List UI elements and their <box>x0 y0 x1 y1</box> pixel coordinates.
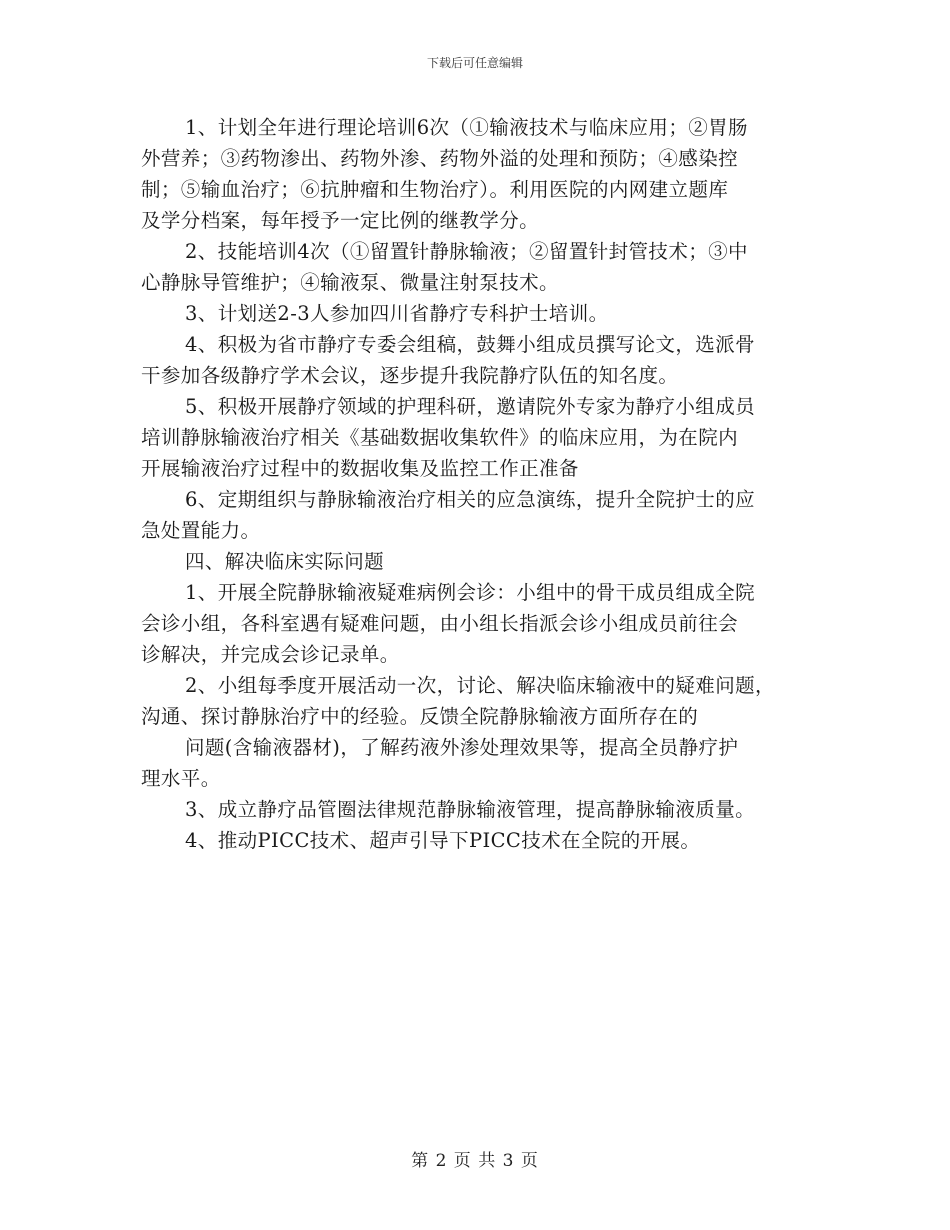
text-line: 5、积极开展静疗领域的护理科研，邀请院外专家为静疗小组成员 <box>185 395 756 418</box>
page-number: 第 2 页 共 3 页 <box>411 1151 539 1171</box>
document-body <box>141 112 811 856</box>
text-line: 开展输液治疗过程中的数据收集及监控工作正准备 <box>141 457 579 480</box>
text-line: 1、开展全院静脉输液疑难病例会诊：小组中的骨干成员组成全院 <box>185 581 756 604</box>
text-line: 3、成立静疗品管圈法律规范静脉输液管理，提高静脉输液质量。 <box>185 798 756 821</box>
text-line: 制；⑤输血治疗；⑥抗肿瘤和生物治疗）。利用医院的内网建立题库 <box>141 178 729 201</box>
page-header: 下载后可任意编辑 <box>426 56 523 70</box>
text-line: 4、积极为省市静疗专委会组稿，鼓舞小组成员撰写论文，选派骨 <box>185 333 756 356</box>
text-line: 干参加各级静疗学术会议，逐步提升我院静疗队伍的知名度。 <box>141 364 679 387</box>
text-line: 诊解决，并完成会诊记录单。 <box>141 643 400 666</box>
text-line: 心静脉导管维护；④输液泵、微量注射泵技术。 <box>141 271 559 294</box>
text-line: 会诊小组，各科室遇有疑难问题，由小组长指派会诊小组成员前往会 <box>141 612 739 635</box>
text-line: 四、解决临床实际问题 <box>185 550 385 573</box>
text-line: 2、技能培训4次（①留置针静脉输液；②留置针封管技术；③中 <box>185 240 748 263</box>
text-line: 1、计划全年进行理论培训6次（①输液技术与临床应用；②胃肠 <box>185 116 748 139</box>
text-line: 及学分档案，每年授予一定比例的继教学分。 <box>141 209 540 232</box>
text-line: 问题(含输液器材)，了解药液外渗处理效果等，提高全员静疗护 <box>185 736 739 759</box>
text-line: 2、小组每季度开展活动一次，讨论、解决临床输液中的疑难问题， <box>185 674 775 697</box>
text-line: 沟通、探讨静脉治疗中的经验。反馈全院静脉输液方面所存在的 <box>141 705 699 728</box>
text-line: 理水平。 <box>141 767 221 790</box>
text-line: 培训静脉输液治疗相关《基础数据收集软件》的临床应用，为在院内 <box>141 426 739 449</box>
text-line: 3、计划送2-3人参加四川省静疗专科护士培训。 <box>185 302 609 325</box>
text-line: 4、推动PICC技术、超声引导下PICC技术在全院的开展。 <box>185 829 701 852</box>
text-line: 急处置能力。 <box>141 519 261 542</box>
text-line: 6、定期组织与静脉输液治疗相关的应急演练，提升全院护士的应 <box>185 488 756 511</box>
text-line: 外营养；③药物渗出、药物外渗、药物外溢的处理和预防；④感染控 <box>141 147 739 170</box>
